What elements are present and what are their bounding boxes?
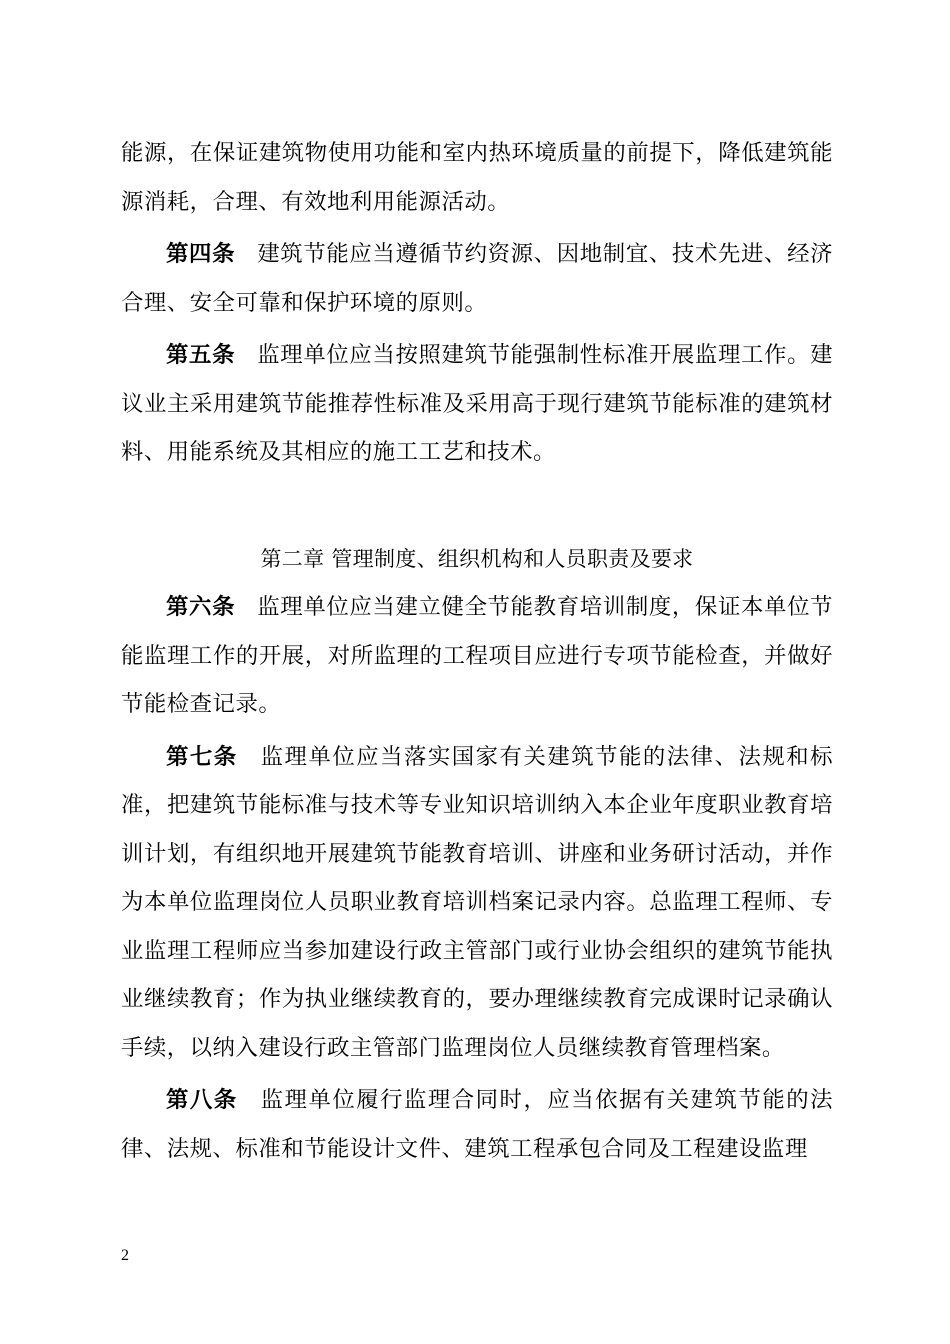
article-7 bbox=[121, 733, 833, 1073]
article-4-text: 建筑节能应当遵循节约资源、因地制宜、技术先进、经济合理、安全可靠和保护环境的原则。 bbox=[121, 241, 834, 316]
continuation-paragraph: 能源，在保证建筑物使用功能和室内热环境质量的前提下，降低建筑能源消耗，合理、有效地利用能源活动。 bbox=[121, 140, 833, 215]
article-7-number: 第七条 bbox=[166, 743, 238, 770]
chapter-title: 第二章 管理制度、组织机构和人员职责及要求 bbox=[260, 547, 694, 571]
article-5-text: 监理单位应当按照建筑节能强制性标准开展监理工作。建议业主采用建筑节能推荐性标准及采用高于现行建筑节能标准的建筑材料、用能系统及其相应的施工工艺和技术。 bbox=[121, 342, 834, 465]
article-8-text: 监理单位履行监理合同时，应当依据有关建筑节能的法律、法规、标准和节能设计文件、建筑工程承包合同及工程建设监理 bbox=[121, 1087, 834, 1162]
upper-text-block bbox=[121, 129, 833, 477]
article-5-number: 第五条 bbox=[166, 342, 236, 368]
article-8-number: 第八条 bbox=[166, 1087, 238, 1113]
article-7-text: 监理单位应当落实国家有关建筑节能的法律、法规和标准，把建筑节能标准与技术等专业知识培训纳入本企业年度职业教育培训计划，有组织地开展建筑节能教育培训、讲座和业务研讨活动，并作为本单位监理岗位人员职业教育培训档案记录内容。总监理工程师、专业监理工程师应当参加建设行政主管部门或行业协会组织的建筑节能执业继续教育；作为执业继续教育的，要办理继续教育完成课时记录确认手续，以纳入建设行政主管部门监理岗位人员继续教育管理档案。 bbox=[121, 743, 834, 1061]
article-6 bbox=[121, 583, 833, 729]
page-number: 2 bbox=[121, 1247, 129, 1264]
article-6-text: 监理单位应当建立健全节能教育培训制度，保证本单位节能监理工作的开展，对所监理的工程项目应进行专项节能检查，并做好节能检查记录。 bbox=[121, 594, 834, 717]
article-4 bbox=[121, 230, 833, 327]
lower-text-block bbox=[121, 583, 833, 1173]
article-6-number: 第六条 bbox=[166, 594, 236, 620]
article-5 bbox=[121, 331, 833, 477]
article-8 bbox=[121, 1076, 833, 1173]
article-4-number: 第四条 bbox=[166, 241, 236, 267]
